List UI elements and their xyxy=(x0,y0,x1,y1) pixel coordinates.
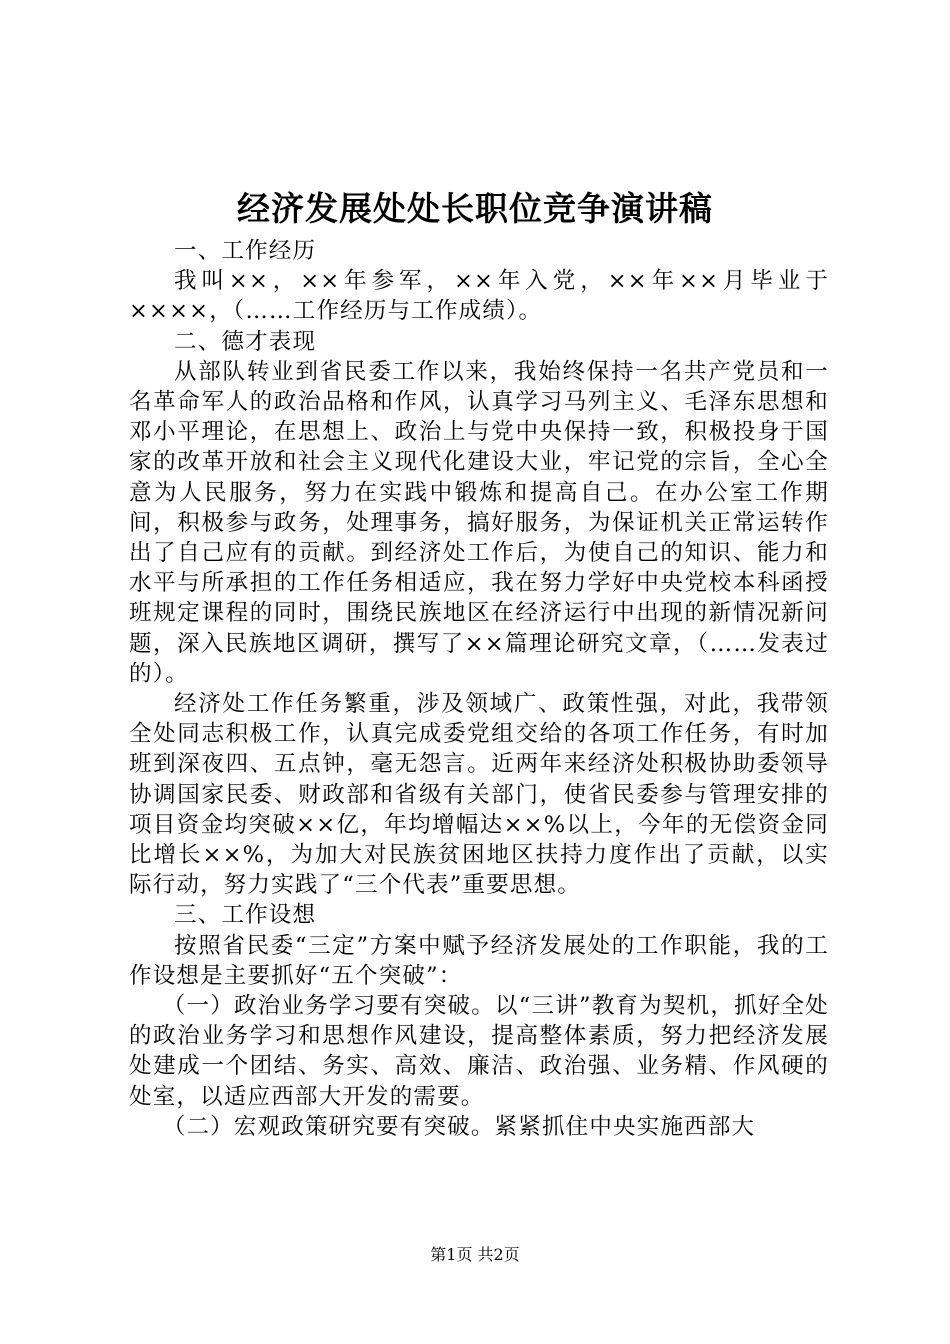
document-body xyxy=(129,236,829,1142)
paragraph: 经济处工作任务繁重，涉及领域广、政策性强，对此，我带领全处同志积极工作，认真完成委党组交给的各项工作任务，有时加班到深夜四、五点钟，毫无怨言。近两年来经济处积极协助委领导协调国家民委、财政部和省级有关部门，使省民委参与管理安排的项目资金均突破××亿，年均增幅达××%以上，今年的无偿资金同比增长××%，为加大对民族贫困地区扶持力度作出了贡献，以实际行动，努力实践了“三个代表”重要思想。 xyxy=(129,691,829,899)
section-heading-work-plan: 三、工作设想 xyxy=(174,902,317,929)
paragraph: 按照省民委“三定”方案中赋予经济发展处的工作职能，我的工作设想是主要抓好“五个突破”： xyxy=(129,932,829,989)
section-heading-work-history: 一、工作经历 xyxy=(174,238,317,264)
paragraph: 我叫××，××年参军，××年入党，××年××月毕业于××××，（……工作经历与工作成绩）。 xyxy=(129,268,829,325)
paragraph: （一）政治业务学习要有突破。以“三讲”教育为契机，抓好全处的政治业务学习和思想作风建设，提高整体素质，努力把经济发展处建成一个团结、务实、高效、廉洁、政治强、业务精、作风硬的处室，以适应西部大开发的需要。 xyxy=(129,993,829,1110)
paragraph: （二）宏观政策研究要有突破。紧紧抓住中央实施西部大 xyxy=(162,1113,756,1140)
paragraph: 从部队转业到省民委工作以来，我始终保持一名共产党员和一名革命军人的政治品格和作风，认真学习马列主义、毛泽东思想和邓小平理论，在思想上、政治上与党中央保持一致，积极投身于国家的改革开放和社会主义现代化建设大业，牢记党的宗旨，全心全意为人民服务，努力在实践中锻炼和提高自己。在办公室工作期间，积极参与政务，处理事务，搞好服务，为保证机关正常运转作出了自己应有的贡献。到经济处工作后，为使自己的知识、能力和水平与所承担的工作任务相适应，我在努力学好中央党校本科函授班规定课程的同时，围绕民族地区在经济运行中出现的新情况新问题，深入民族地区调研，撰写了××篇理论研究文章，（……发表过的）。 xyxy=(129,358,829,687)
page-number: 第1页 共2页 xyxy=(430,1245,520,1264)
document-title: 经济发展处处长职位竞争演讲稿 xyxy=(237,189,713,228)
section-heading-merits: 二、德才表现 xyxy=(174,328,317,355)
